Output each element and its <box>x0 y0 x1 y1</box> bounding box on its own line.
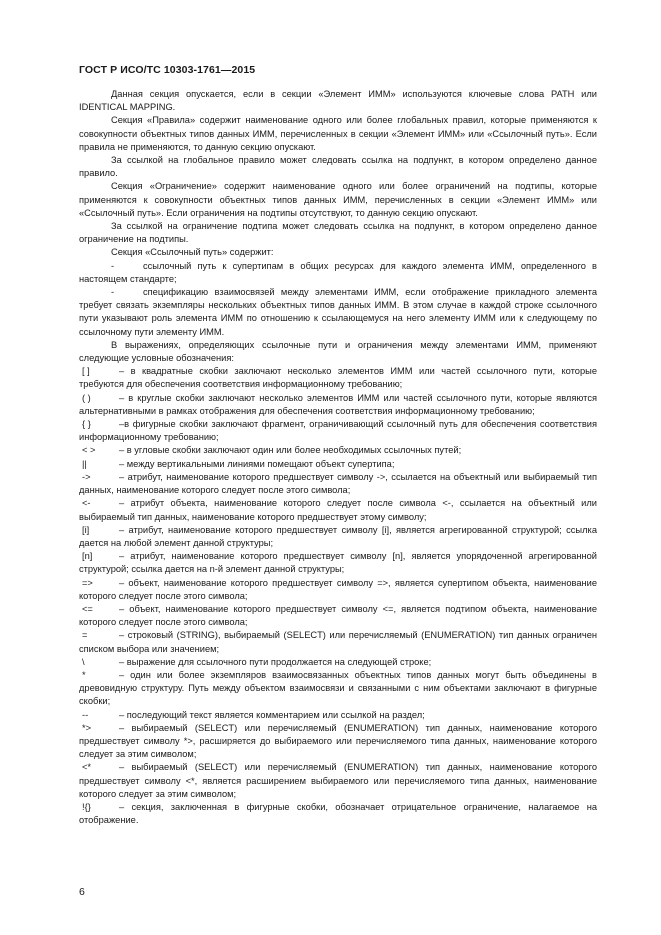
convention-symbol: = <box>82 630 88 641</box>
convention-text: – атрибут, наименование которого предшествует символу [i], является агрегированной структурой; ссылка дается на любой элемент данной структуры; <box>79 524 597 548</box>
convention-row <box>79 629 597 655</box>
convention-text: – атрибут объекта, наименование которого следует после символа <-, ссылается на объектный или выбираемый тип данных, наименование которого предшествует этому символу; <box>79 498 597 522</box>
convention-symbol: -> <box>82 471 91 482</box>
convention-row <box>79 524 597 550</box>
convention-row <box>79 418 597 444</box>
convention-symbol: [ ] <box>82 366 90 377</box>
convention-symbol: < > <box>82 445 96 456</box>
convention-symbol: <- <box>82 498 91 509</box>
convention-row <box>79 722 597 762</box>
paragraph: Секция «Ссылочный путь» содержит: <box>111 247 274 258</box>
convention-row <box>79 392 597 418</box>
convention-text: – строковый (STRING), выбираемый (SELECT) или перечисляемый (ENUMERATION) тип данных ограничен списком выбора или значением; <box>79 630 597 654</box>
convention-text: – последующий текст является комментарием или ссылкой на раздел; <box>119 709 425 720</box>
convention-symbol: { } <box>82 419 91 430</box>
list-item-text: ссылочный путь к супертипам в общих ресурсах для каждого элемента ИММ, определенного в настоящем стандарте; <box>79 260 597 284</box>
convention-text: – секция, заключенная в фигурные скобки, обозначает отрицательное ограничение, налагаемое на отображение. <box>79 801 597 826</box>
convention-symbol: [n] <box>82 551 93 562</box>
convention-text: – в квадратные скобки заключают несколько элементов ИММ или частей ссылочного пути, которые требуются для обеспечения соответствия информационному требованию; <box>79 366 597 390</box>
convention-symbol: *> <box>82 722 92 733</box>
convention-text: – выбираемый (SELECT) или перечисляемый (ENUMERATION) тип данных, наименование которого предшествует символу *>, расширяется до выбираемого или перечисляемого типа данных, наименование которого следует за этим символом; <box>79 722 597 760</box>
convention-text: – между вертикальными линиями помещают объект супертипа; <box>119 458 395 469</box>
convention-row <box>79 497 597 523</box>
convention-text: – выражение для ссылочного пути продолжается на следующей строке; <box>119 656 432 667</box>
list-item <box>79 286 597 339</box>
paragraph: За ссылкой на ограничение подтипа может следовать ссылка на подпункт, в котором определено данное ограничение на подтипы. <box>79 221 597 245</box>
convention-row <box>79 669 597 709</box>
convention-text: – атрибут, наименование которого предшествует символу [n], является упорядоченной агрегированной структурой; ссылка дается на n-й элемент данной структуры; <box>79 551 597 575</box>
convention-text: – выбираемый (SELECT) или перечисляемый (ENUMERATION) тип данных, наименование которого предшествует символу <*, является расширением выбираемого или перечисляемого типа данных, наименование которого следует за этим символом; <box>79 762 597 799</box>
convention-row <box>79 444 597 457</box>
convention-text: –в фигурные скобки заключают фрагмент, ограничивающий ссылочный путь для обеспечения соответствия информационному требованию; <box>79 419 597 443</box>
convention-row <box>79 365 597 391</box>
convention-row <box>79 458 597 471</box>
convention-row <box>79 603 597 629</box>
convention-text: – в угловые скобки заключают один или более необходимых ссылочных путей; <box>119 445 462 456</box>
convention-symbol: ( ) <box>82 392 91 403</box>
convention-symbol: <= <box>82 603 93 614</box>
convention-row <box>79 656 597 669</box>
page-number: 6 <box>79 886 85 898</box>
convention-row <box>79 471 597 497</box>
conventions-intro: В выражениях, определяющих ссылочные пути и ограничения между элементами ИММ, применяют следующие условные обозначения: <box>79 339 597 364</box>
document-body <box>79 88 597 827</box>
convention-row <box>79 709 597 722</box>
convention-row <box>79 761 597 801</box>
bullet-dash: - <box>111 260 115 271</box>
paragraph: Секция «Правила» содержит наименование одного или более глобальных правил, которые применяются к совокупности объектных типов данных ИММ, перечисленных в секции «Элемент ИММ» или «Ссылочный путь». Если правила не применяются, то данную секцию опускают. <box>79 115 597 152</box>
convention-row <box>79 801 597 827</box>
paragraph: За ссылкой на глобальное правило может следовать ссылка на подпункт, в котором определено данное правило. <box>79 155 597 179</box>
convention-text: – один или более экземпляров взаимосвязанных объектных типов данных могут быть объединены в древовидную структуру. Путь между объектом взаимосвязи и связанными с ним объектами заключают в фигурные скобки; <box>79 669 597 707</box>
bullet-dash: - <box>111 287 115 298</box>
convention-text: – атрибут, наименование которого предшествует символу ->, ссылается на объектный или выбираемый тип данных, наименование которого следует после этого символа; <box>79 471 597 496</box>
convention-symbol: => <box>82 577 93 588</box>
paragraph: Данная секция опускается, если в секции «Элемент ИММ» используются ключевые слова PATH или IDENTICAL MAPPING. <box>79 89 597 113</box>
convention-symbol: <* <box>82 762 92 773</box>
convention-text: – объект, наименование которого предшествует символу =>, является супертипом объекта, наименование которого следует после этого символа; <box>79 577 597 601</box>
convention-symbol: * <box>82 669 86 680</box>
convention-symbol: [i] <box>82 524 90 535</box>
page-header: ГОСТ Р ИСО/ТС 10303-1761—2015 <box>79 64 256 76</box>
convention-symbol: \ <box>82 656 85 667</box>
convention-row <box>79 550 597 576</box>
list-item-text: спецификацию взаимосвязей между элементами ИММ, если отображение прикладного элемента требует связать экземпляры нескольких объектных типов данных ИММ. В этом случае в каждой строке ссылочного пути указывают роль элемента ИММ по отношению к ссылающемуся на него элементу ИММ или к следующему по ссылочному пути элементу ИММ. <box>79 287 597 337</box>
convention-text: – в круглые скобки заключают несколько элементов ИММ или частей ссылочного пути, которые являются альтернативными в рамках отображения для обеспечения соответствия информационному требованию; <box>79 392 597 416</box>
convention-row <box>79 577 597 603</box>
paragraph: Секция «Ограничение» содержит наименование одного или более ограничений на подтипы, которые применяются к совокупности объектных типов данных ИММ, перечисленных в секции «Элемент ИММ» или «Ссылочный путь». Если ограничения на подтипы отсутствуют, то данную секцию опускают. <box>79 181 597 218</box>
convention-symbol: !{} <box>82 801 91 812</box>
convention-symbol: -- <box>82 709 89 720</box>
convention-symbol: || <box>82 458 87 469</box>
list-item <box>79 260 597 286</box>
convention-text: – объект, наименование которого предшествует символу <=, является подтипом объекта, наименование которого следует после этого символа; <box>79 603 597 628</box>
